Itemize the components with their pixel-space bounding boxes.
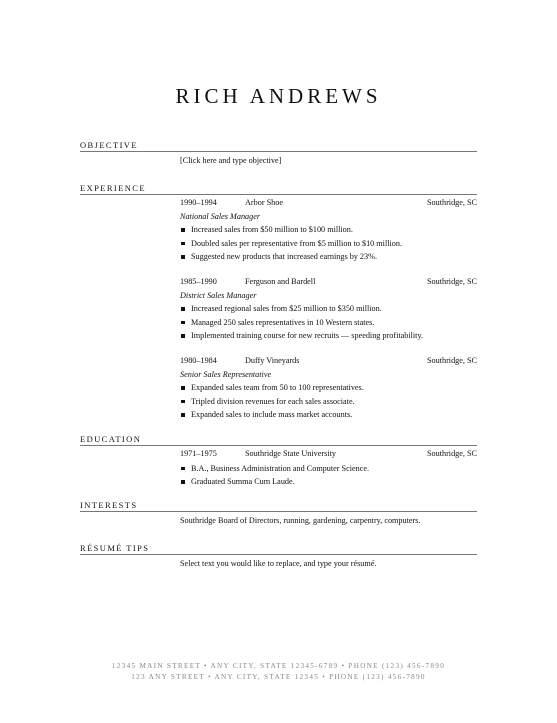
education-school: Southridge State University <box>245 449 336 458</box>
interests-section <box>80 500 477 528</box>
job-location: Southridge, SC <box>426 198 477 207</box>
list-item: Suggested new products that increased earnings by 23%. <box>180 250 477 264</box>
list-item: Tripled division revenues for each sales associate. <box>180 395 477 409</box>
footer-line-2: 123 ANY STREET • ANY CITY, STATE 12345 • PHONE (123) 456-7890 <box>131 673 426 681</box>
job-company: Arbor Shoe <box>245 198 283 207</box>
tips-section <box>80 543 477 571</box>
education-years: 1971–1975 <box>180 449 217 458</box>
job-years: 1990–1994 <box>180 198 217 207</box>
job-location: Southridge, SC <box>426 276 477 286</box>
job-entry <box>180 196 477 264</box>
list-item: Increased sales from $50 million to $100 million. <box>180 223 477 237</box>
list-item: Managed 250 sales representatives in 10 Western states. <box>180 316 477 330</box>
job-years: 1985–1990 <box>180 276 217 286</box>
objective-text[interactable]: [Click here and type objective] <box>180 156 282 165</box>
job-title: National Sales Manager <box>180 211 261 221</box>
footer-line-1: 12345 MAIN STREET • ANY CITY, STATE 12345-6789 • PHONE (123) 456-7890 <box>111 662 446 670</box>
job-entry <box>180 354 477 422</box>
list-item: B.A., Business Administration and Computer Science. <box>180 462 477 476</box>
list-item: Graduated Summa Cum Laude. <box>180 475 477 489</box>
job-years: 1980–1984 <box>180 355 217 365</box>
job-location: Southridge, SC <box>426 355 477 365</box>
list-item: Expanded sales team from 50 to 100 representatives. <box>180 381 477 395</box>
job-company: Ferguson and Bardell <box>245 276 316 286</box>
experience-heading: EXPERIENCE <box>80 183 477 195</box>
list-item: Increased regional sales from $25 million to $350 million. <box>180 302 477 316</box>
tips-text: Select text you would like to replace, and type your résumé. <box>180 559 377 568</box>
list-item: Expanded sales to include mass market accounts. <box>180 408 477 422</box>
tips-heading: RÉSUMÉ TIPS <box>80 543 477 555</box>
job-company: Duffy Vineyards <box>245 355 300 365</box>
education-location: Southridge, SC <box>426 449 477 458</box>
job-title: District Sales Manager <box>180 290 257 300</box>
education-section <box>80 434 477 489</box>
interests-heading: INTERESTS <box>80 500 477 512</box>
list-item: Doubled sales per representative from $5 million to $10 million. <box>180 237 477 251</box>
objective-section <box>80 140 477 168</box>
job-title: Senior Sales Representative <box>180 369 272 379</box>
education-heading: EDUCATION <box>80 434 477 446</box>
job-entry <box>180 275 477 343</box>
list-item: Implemented training course for new recruits — speeding profitability. <box>180 329 477 343</box>
interests-text: Southridge Board of Directors, running, gardening, carpentry, computers. <box>180 516 421 525</box>
resume-name: RICH ANDREWS <box>175 84 382 108</box>
objective-heading: OBJECTIVE <box>80 140 477 152</box>
experience-section <box>80 183 477 422</box>
footer-address <box>0 661 557 683</box>
